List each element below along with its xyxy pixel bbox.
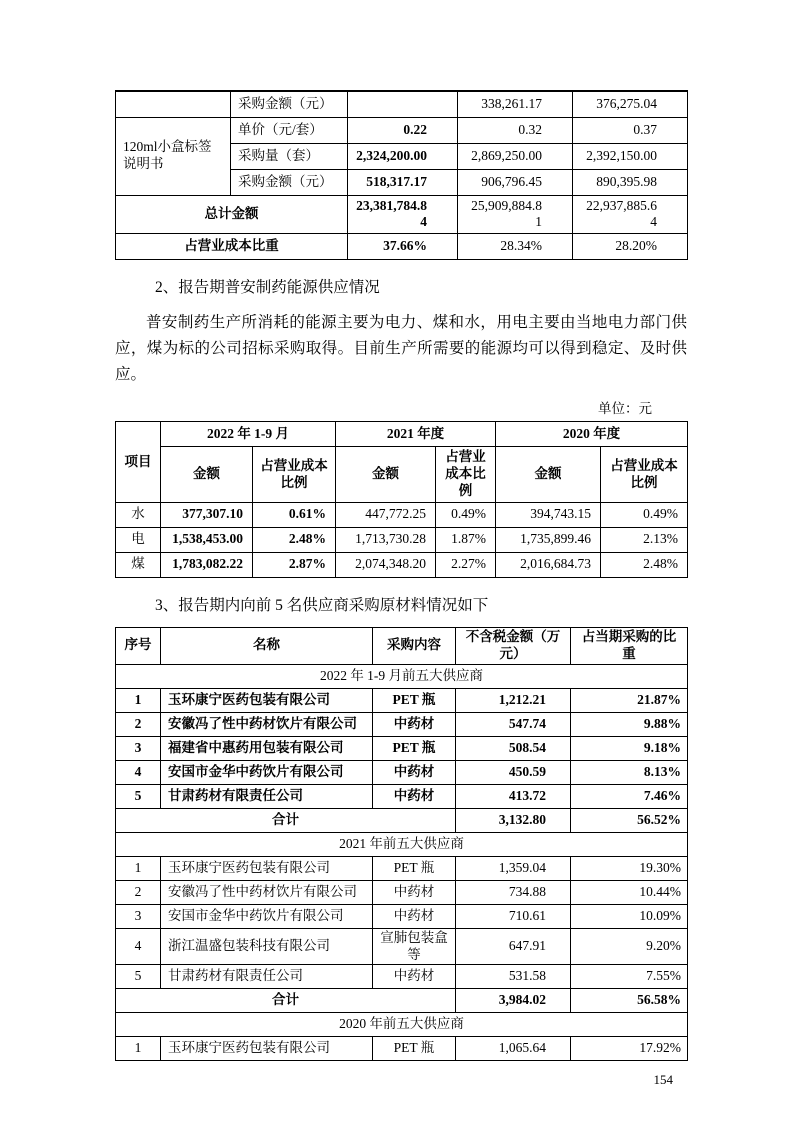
cell-amount: 734.88 xyxy=(456,880,571,904)
ratio-row xyxy=(116,234,688,260)
value-2022: 0.22 xyxy=(348,117,458,143)
total-label-cell: 总计金额 xyxy=(116,195,348,234)
ratio-2020: 2.13% xyxy=(601,527,688,552)
cell-index: 1 xyxy=(116,856,161,880)
ratio-2022: 0.61% xyxy=(253,502,336,527)
total-row xyxy=(116,195,688,234)
total-ratio: 56.58% xyxy=(571,989,688,1013)
energy-paragraph: 普安制药生产所消耗的能源主要为电力、煤和水，用电主要由当地电力部门供应，煤为标的公司招标采购取得。目前生产所需要的能源均可以得到稳定、及时供应。 xyxy=(115,314,687,384)
header-row xyxy=(116,422,688,447)
page-number: 154 xyxy=(653,1072,673,1088)
cell-ratio: 17.92% xyxy=(571,1037,688,1061)
cell-index: 4 xyxy=(116,760,161,784)
cell-supplier-name: 安国市金华中药饮片有限公司 xyxy=(161,904,373,928)
cell-index: 3 xyxy=(116,736,161,760)
section-title-2022: 2022 年 1-9 月前五大供应商 xyxy=(116,664,688,688)
cell-amount: 450.59 xyxy=(456,760,571,784)
cell-ratio: 19.30% xyxy=(571,856,688,880)
table-row xyxy=(116,117,688,143)
cell-content: PET 瓶 xyxy=(373,1037,456,1061)
value-2020: 376,275.04 xyxy=(573,91,688,117)
ratio-2022: 2.48% xyxy=(253,527,336,552)
cell-content: 中药材 xyxy=(373,784,456,808)
value-2021: 0.32 xyxy=(458,117,573,143)
value-2020: 0.37 xyxy=(573,117,688,143)
cell-content: 宣肺包装盒等 xyxy=(373,928,456,965)
cell-ratio: 9.18% xyxy=(571,736,688,760)
attr-cell: 采购金额（元） xyxy=(231,169,348,195)
cell-supplier-name: 安徽冯了性中药材饮片有限公司 xyxy=(161,880,373,904)
cell-ratio: 8.13% xyxy=(571,760,688,784)
procurement-detail-table xyxy=(115,90,688,260)
amount-2020: 1,735,899.46 xyxy=(496,527,601,552)
total-amount: 3,984.02 xyxy=(456,989,571,1013)
section-heading-energy: 2、报告期普安制药能源供应情况 xyxy=(155,279,380,297)
energy-item: 煤 xyxy=(116,552,161,577)
cell-index: 4 xyxy=(116,928,161,965)
cell-index: 1 xyxy=(116,1037,161,1061)
supplier-row xyxy=(116,784,688,808)
cell-amount: 531.58 xyxy=(456,965,571,989)
supplier-row xyxy=(116,736,688,760)
ratio-2021: 2.27% xyxy=(436,552,496,577)
cell-supplier-name: 玉环康宁医药包装有限公司 xyxy=(161,1037,373,1061)
supplier-row xyxy=(116,965,688,989)
cell-supplier-name: 安国市金华中药饮片有限公司 xyxy=(161,760,373,784)
cell-content: 中药材 xyxy=(373,760,456,784)
supplier-row xyxy=(116,904,688,928)
total-label-cell: 合计 xyxy=(116,808,456,832)
total-label-cell: 合计 xyxy=(116,989,456,1013)
subheader-ratio: 占营业成本比例 xyxy=(436,447,496,503)
header-period-2020: 2020 年度 xyxy=(496,422,688,447)
amount-2021: 2,074,348.20 xyxy=(336,552,436,577)
supplier-row xyxy=(116,856,688,880)
value-2021: 28.34% xyxy=(458,234,573,260)
header-amount: 不含税金额（万元） xyxy=(456,627,571,664)
cell-index: 5 xyxy=(116,784,161,808)
ratio-2021: 0.49% xyxy=(436,502,496,527)
item-name-cell: 120ml小盒标签说明书 xyxy=(116,117,231,195)
value-2020: 22,937,885.64 xyxy=(573,195,688,234)
section-title-2020: 2020 年前五大供应商 xyxy=(116,1013,688,1037)
subheader-amount: 金额 xyxy=(336,447,436,503)
ratio-label-cell: 占营业成本比重 xyxy=(116,234,348,260)
header-content: 采购内容 xyxy=(373,627,456,664)
value-2021: 338,261.17 xyxy=(458,91,573,117)
cell-content: PET 瓶 xyxy=(373,856,456,880)
cell-supplier-name: 福建省中惠药用包装有限公司 xyxy=(161,736,373,760)
amount-2022: 377,307.10 xyxy=(161,502,253,527)
cell-ratio: 21.87% xyxy=(571,688,688,712)
amount-2021: 447,772.25 xyxy=(336,502,436,527)
subheader-amount: 金额 xyxy=(161,447,253,503)
attr-cell: 采购金额（元） xyxy=(231,91,348,117)
cell-amount: 647.91 xyxy=(456,928,571,965)
cell-ratio: 7.55% xyxy=(571,965,688,989)
cell-amount: 1,065.64 xyxy=(456,1037,571,1061)
supplier-row xyxy=(116,688,688,712)
item-name-cell-empty xyxy=(116,91,231,117)
header-period-2021: 2021 年度 xyxy=(336,422,496,447)
cell-amount: 710.61 xyxy=(456,904,571,928)
cell-index: 3 xyxy=(116,904,161,928)
subheader-ratio: 占营业成本比例 xyxy=(601,447,688,503)
unit-note: 单位：元 xyxy=(598,401,652,417)
table-row xyxy=(116,91,688,117)
energy-table xyxy=(115,421,688,578)
attr-cell: 单价（元/套） xyxy=(231,117,348,143)
cell-content: 中药材 xyxy=(373,712,456,736)
total-ratio: 56.52% xyxy=(571,808,688,832)
cell-supplier-name: 玉环康宁医药包装有限公司 xyxy=(161,856,373,880)
supplier-row xyxy=(116,760,688,784)
cell-amount: 413.72 xyxy=(456,784,571,808)
ratio-2020: 2.48% xyxy=(601,552,688,577)
cell-index: 1 xyxy=(116,688,161,712)
cell-ratio: 9.20% xyxy=(571,928,688,965)
section-title-2021: 2021 年前五大供应商 xyxy=(116,832,688,856)
value-2022: 37.66% xyxy=(348,234,458,260)
cell-supplier-name: 甘肃药材有限责任公司 xyxy=(161,784,373,808)
cell-supplier-name: 甘肃药材有限责任公司 xyxy=(161,965,373,989)
value-2020: 2,392,150.00 xyxy=(573,143,688,169)
energy-row xyxy=(116,502,688,527)
section-title-row xyxy=(116,664,688,688)
subheader-amount: 金额 xyxy=(496,447,601,503)
cell-content: 中药材 xyxy=(373,904,456,928)
value-2020: 890,395.98 xyxy=(573,169,688,195)
cell-amount: 547.74 xyxy=(456,712,571,736)
section-title-row xyxy=(116,1013,688,1037)
supplier-row xyxy=(116,712,688,736)
cell-content: 中药材 xyxy=(373,880,456,904)
cell-amount: 508.54 xyxy=(456,736,571,760)
cell-ratio: 10.44% xyxy=(571,880,688,904)
cell-ratio: 9.88% xyxy=(571,712,688,736)
cell-index: 5 xyxy=(116,965,161,989)
header-row xyxy=(116,627,688,664)
cell-content: 中药材 xyxy=(373,965,456,989)
cell-supplier-name: 浙江温盛包装科技有限公司 xyxy=(161,928,373,965)
value-2021: 25,909,884.81 xyxy=(458,195,573,234)
ratio-2020: 0.49% xyxy=(601,502,688,527)
cell-amount: 1,212.21 xyxy=(456,688,571,712)
energy-item: 水 xyxy=(116,502,161,527)
header-period-2022: 2022 年 1-9 月 xyxy=(161,422,336,447)
value-2021: 2,869,250.00 xyxy=(458,143,573,169)
header-name: 名称 xyxy=(161,627,373,664)
value-2020: 28.20% xyxy=(573,234,688,260)
amount-2022: 1,783,082.22 xyxy=(161,552,253,577)
value-2021: 906,796.45 xyxy=(458,169,573,195)
value-2022 xyxy=(348,91,458,117)
energy-item: 电 xyxy=(116,527,161,552)
total-row xyxy=(116,989,688,1013)
cell-index: 2 xyxy=(116,880,161,904)
ratio-2022: 2.87% xyxy=(253,552,336,577)
cell-content: PET 瓶 xyxy=(373,688,456,712)
attr-cell: 采购量（套） xyxy=(231,143,348,169)
value-2022: 23,381,784.84 xyxy=(348,195,458,234)
cell-content: PET 瓶 xyxy=(373,736,456,760)
energy-row xyxy=(116,527,688,552)
cell-supplier-name: 安徽冯了性中药材饮片有限公司 xyxy=(161,712,373,736)
header-index: 序号 xyxy=(116,627,161,664)
amount-2021: 1,713,730.28 xyxy=(336,527,436,552)
total-row xyxy=(116,808,688,832)
section-heading-suppliers: 3、报告期内向前 5 名供应商采购原材料情况如下 xyxy=(155,596,489,614)
section-title-row xyxy=(116,832,688,856)
value-2022: 518,317.17 xyxy=(348,169,458,195)
value-2022: 2,324,200.00 xyxy=(348,143,458,169)
cell-ratio: 10.09% xyxy=(571,904,688,928)
cell-supplier-name: 玉环康宁医药包装有限公司 xyxy=(161,688,373,712)
amount-2020: 2,016,684.73 xyxy=(496,552,601,577)
supplier-row xyxy=(116,928,688,965)
cell-ratio: 7.46% xyxy=(571,784,688,808)
supplier-row xyxy=(116,880,688,904)
header-item: 项目 xyxy=(116,422,161,503)
cell-amount: 1,359.04 xyxy=(456,856,571,880)
subheader-ratio: 占营业成本比例 xyxy=(253,447,336,503)
total-amount: 3,132.80 xyxy=(456,808,571,832)
ratio-2021: 1.87% xyxy=(436,527,496,552)
cell-index: 2 xyxy=(116,712,161,736)
amount-2020: 394,743.15 xyxy=(496,502,601,527)
subheader-row xyxy=(116,447,688,503)
supplier-row xyxy=(116,1037,688,1061)
header-ratio: 占当期采购的比重 xyxy=(571,627,688,664)
supplier-table xyxy=(115,627,688,1062)
amount-2022: 1,538,453.00 xyxy=(161,527,253,552)
energy-row xyxy=(116,552,688,577)
